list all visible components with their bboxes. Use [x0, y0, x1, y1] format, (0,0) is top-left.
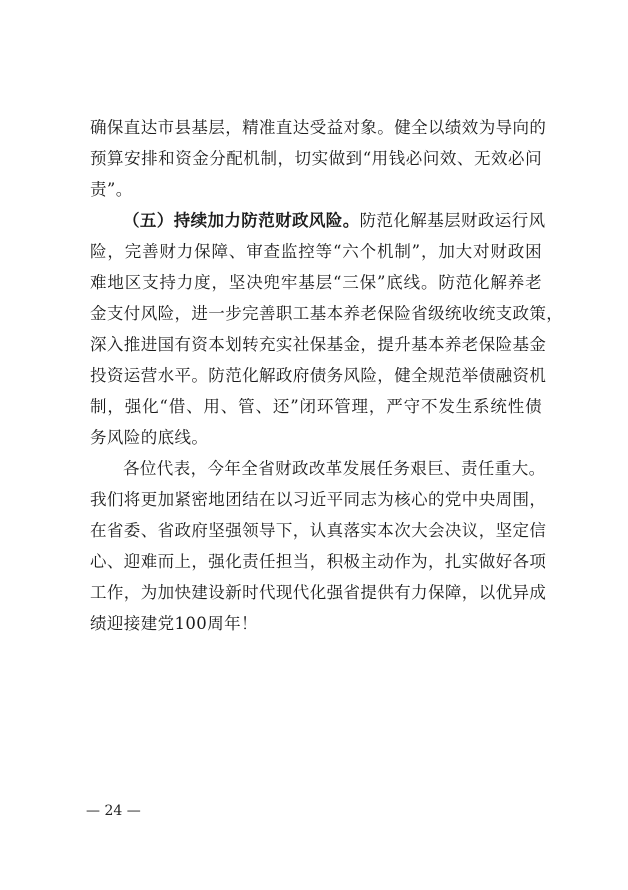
- paragraph-2-line-2: 险，完善财力保障、审查监控等“六个机制”，加大对财政困: [90, 242, 542, 261]
- paragraph-2-line-8: 务风险的底线。: [90, 428, 209, 447]
- page-number: — 24 —: [86, 803, 141, 819]
- paragraph-3-line-5: 工作，为加快建设新时代现代化强省提供有力保障，以优异成: [90, 583, 547, 602]
- paragraph-2-line-5: 深入推进国有资本划转充实社保基金，提升基本养老保险基金: [90, 335, 547, 354]
- paragraph-2-line-3: 难地区支持力度，坚决兜牢基层“三保”底线。防范化解养老: [90, 273, 542, 292]
- paragraph-1-line-1: 确保直达市县基层，精准直达受益对象。健全以绩效为导向的: [90, 118, 547, 137]
- paragraph-3-line-6: 绩迎接建党100周年！: [90, 614, 258, 633]
- paragraph-3-line-2: 我们将更加紧密地团结在以习近平同志为核心的党中央周围，: [90, 490, 547, 509]
- paragraph-1-line-3: 责”。: [90, 180, 133, 199]
- paragraph-2-line-1-text: 防范化解基层财政运行风: [359, 211, 546, 230]
- paragraph-3-line-1: 各位代表，今年全省财政改革发展任务艰巨、责任重大。: [123, 459, 546, 478]
- body-text: [90, 112, 564, 639]
- paragraph-2-line-4: 金支付风险，进一步完善职工基本养老保险省级统收统支政策，: [90, 304, 564, 323]
- paragraph-3-line-4: 心、迎难而上，强化责任担当，积极主动作为，扎实做好各项: [90, 552, 547, 571]
- paragraph-2-line-1: [90, 205, 546, 236]
- paragraph-2-line-6: 投资运营水平。防范化解政府债务风险，健全规范举债融资机: [90, 366, 547, 385]
- paragraph-2-line-7: 制，强化“借、用、管、还”闭环管理，严守不发生系统性债: [90, 397, 542, 416]
- paragraph-3-line-3: 在省委、省政府坚强领导下，认真落实本次大会决议，坚定信: [90, 521, 547, 540]
- section-heading: （五）持续加力防范财政风险。: [123, 211, 360, 230]
- paragraph-1-line-2: 预算安排和资金分配机制，切实做到“用钱必问效、无效必问: [90, 149, 542, 168]
